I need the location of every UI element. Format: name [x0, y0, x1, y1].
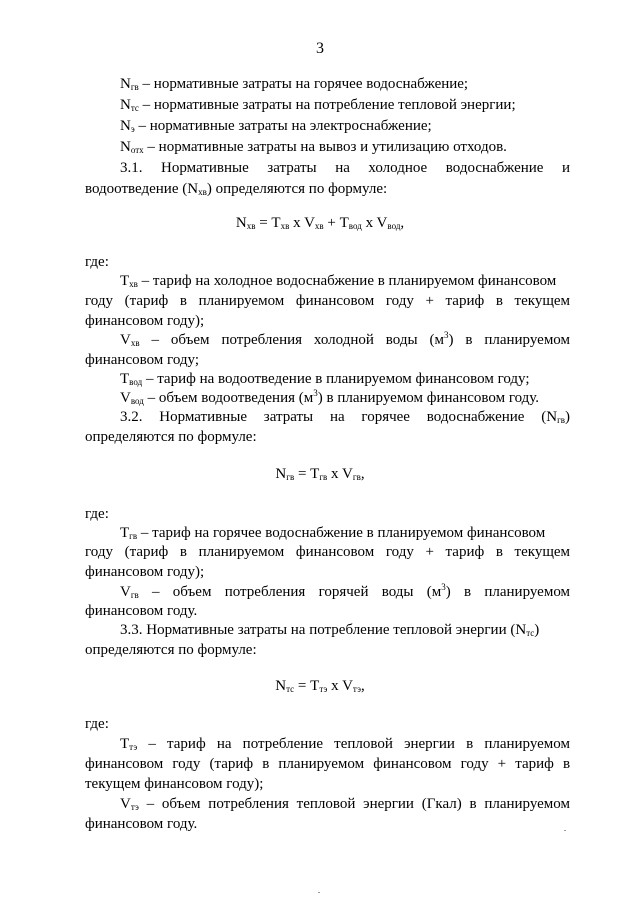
section-3-2-heading [120, 408, 570, 426]
symbol: $V_{хв}$ [120, 332, 140, 348]
formula-symbol: Т [310, 678, 320, 694]
word: году [85, 544, 113, 560]
subscript: вод [387, 221, 401, 231]
word: объем [170, 332, 210, 348]
word: – [152, 584, 160, 600]
formula-symbol: V [304, 215, 315, 231]
def-t-gv-end: финансовом году); [85, 564, 205, 580]
word: (тариф [124, 544, 169, 560]
word: Нормативные [159, 409, 247, 425]
symbol: V [120, 390, 131, 406]
punct: , [360, 466, 365, 482]
word: водоснабжение [445, 160, 544, 176]
def-t-te-cont [85, 755, 570, 773]
word: в [464, 584, 472, 600]
word: потребления [208, 796, 289, 812]
word: Нормативные [161, 160, 249, 176]
symbol: Т [120, 273, 130, 289]
operator: x [327, 466, 343, 482]
cost-item-text: – нормативные затраты на вывоз и утилизацию отходов. [143, 139, 507, 155]
subscript: тс [286, 684, 295, 694]
word: текущем [514, 293, 571, 309]
subscript: гв [352, 472, 361, 482]
word: финансовом [295, 544, 375, 560]
subscript: тэ [352, 684, 361, 694]
cost-item-text: – нормативные затраты на горячее водоснабжение; [138, 76, 469, 92]
cost-item [120, 138, 507, 156]
word: потребление [242, 736, 324, 752]
word: планируемом [484, 584, 571, 600]
text: ) определяются по формуле: [206, 181, 388, 197]
operator: x [289, 215, 305, 231]
word: + [425, 544, 434, 560]
def-t-vod [120, 370, 530, 388]
text: – тариф на холодное водоснабжение в планируемом финансовом [137, 273, 557, 289]
operator: = [294, 466, 311, 482]
word: – [146, 796, 155, 812]
scan-speck [564, 830, 566, 831]
page-number: 3 [316, 40, 324, 57]
word: в [495, 544, 503, 560]
section-3-1-heading-cont [85, 180, 387, 198]
symbol: $V_{гв}$ [120, 584, 139, 600]
word: году [85, 293, 113, 309]
def-v-gv [120, 583, 570, 601]
def-t-hv [120, 272, 556, 290]
def-v-hv-end: финансовом году; [85, 352, 200, 368]
formula-symbol: N [235, 215, 247, 231]
word: 3.2. [120, 409, 143, 425]
subscript: хв [198, 187, 207, 197]
where-label: где: [85, 716, 109, 732]
word: потребления [221, 332, 303, 348]
word: году [172, 756, 201, 772]
formula-symbol: V [342, 678, 353, 694]
section-3-1-heading [120, 159, 570, 177]
word: планируемом [198, 293, 285, 309]
word: – [148, 736, 156, 752]
symbol: Т [120, 371, 130, 387]
word: + [497, 756, 507, 772]
subscript: гв [129, 531, 138, 541]
symbol: N [120, 139, 131, 155]
word: году [460, 756, 489, 772]
word: затраты [263, 409, 314, 425]
def-v-gv-end: финансовом году. [85, 603, 198, 619]
formula-symbol: N [275, 466, 287, 482]
def-v-te-end: финансовом году. [85, 816, 198, 832]
formula-cold-water [0, 214, 640, 232]
word: тепловой [334, 736, 393, 752]
symbol: N [120, 118, 131, 134]
subscript: тс [130, 103, 139, 113]
cost-item [120, 96, 516, 114]
operator: x [327, 678, 343, 694]
text: ) в планируемом финансовом году. [317, 390, 540, 406]
text: – тариф на водоотведение в планируемом финансовом году; [142, 371, 530, 387]
word: на [216, 736, 232, 752]
cost-item [120, 117, 432, 135]
word: тариф [445, 544, 485, 560]
def-v-hv [120, 331, 570, 349]
subscript: хв [314, 221, 324, 231]
def-t-hv-end: финансовом году); [85, 313, 205, 329]
word: планируемом [484, 736, 570, 752]
superscript: 3 [313, 388, 318, 398]
word: планируемом [484, 332, 571, 348]
operator: x [361, 215, 377, 231]
word: текущем [514, 544, 571, 560]
section-3-3-heading-cont: определяются по формуле: [85, 642, 257, 658]
word: на [329, 409, 345, 425]
word: в [179, 293, 187, 309]
operator: = [255, 215, 272, 231]
subscript: гв [286, 472, 295, 482]
where-label: где: [85, 506, 109, 522]
word: планируемом [278, 756, 365, 772]
subscript: отх [130, 145, 144, 155]
section-3-2-heading-cont: определяются по формуле: [85, 429, 257, 445]
word: в [466, 736, 474, 752]
word: (тариф [209, 756, 254, 772]
def-t-te [120, 735, 570, 753]
def-t-te-end: текущем финансовом году); [85, 776, 264, 792]
subscript: хв [246, 221, 256, 231]
def-t-gv-cont [85, 543, 570, 561]
subscript: вод [129, 377, 143, 387]
word: тепловой [296, 796, 356, 812]
def-t-hv-cont [85, 292, 570, 310]
formula-hot-water [0, 465, 640, 483]
cost-item-text: – нормативные затраты на потребление тепловой энергии; [138, 97, 516, 113]
symbol: N [120, 76, 131, 92]
word: тариф [167, 736, 206, 752]
punct: , [360, 678, 365, 694]
cost-item [120, 75, 468, 93]
word: (Гкал) [421, 796, 462, 812]
operator: = [294, 678, 311, 694]
where-label: где: [85, 254, 109, 270]
text: – тариф на горячее водоснабжение в планируемом финансовом [137, 525, 546, 541]
word: планируемом [484, 796, 570, 812]
formula-symbol: V [376, 215, 388, 231]
word: в [562, 756, 571, 772]
word: холодной [313, 332, 374, 348]
text: водоотведение (N [85, 181, 199, 197]
formula-symbol: Т [310, 466, 320, 482]
symbol: $Т_{тэ}$ [120, 736, 138, 752]
subscript: хв [280, 221, 290, 231]
word: в [179, 544, 187, 560]
subscript: хв [129, 279, 138, 289]
subscript: вод [130, 396, 144, 406]
word: тариф [515, 756, 554, 772]
word: объем [172, 584, 212, 600]
word: году [385, 293, 414, 309]
word: – [151, 332, 159, 348]
word: горячей [318, 584, 369, 600]
symbol: N [120, 97, 131, 113]
word: финансовом [373, 756, 452, 772]
section-3-3-heading [120, 621, 539, 639]
def-t-gv [120, 524, 545, 542]
word: в [495, 293, 503, 309]
word: 3.1. [120, 160, 143, 176]
word: холодное [368, 160, 428, 176]
text: ) [534, 622, 540, 638]
operator: + [323, 215, 340, 231]
symbol: $(N_{гв})$ [541, 409, 571, 425]
punct: , [400, 215, 405, 231]
word: воды [381, 584, 414, 600]
word: энергии [404, 736, 455, 752]
word: финансовом [85, 756, 164, 772]
word: планируемом [198, 544, 285, 560]
subscript: гв [319, 472, 328, 482]
word: энергии [363, 796, 414, 812]
subscript: тс [526, 628, 535, 638]
word: + [425, 293, 434, 309]
text: 3.3. Нормативные затраты на потребление тепловой энергии (N [120, 622, 527, 638]
formula-symbol: N [275, 678, 287, 694]
formula-symbol: Т [271, 215, 281, 231]
word: финансовом [295, 293, 375, 309]
subscript: тэ [319, 684, 328, 694]
word: в [262, 756, 270, 772]
text: – объем водоотведения (м [143, 390, 314, 406]
scan-speck [318, 892, 320, 893]
symbol: Т [120, 525, 130, 541]
word: горячее [361, 409, 410, 425]
word: тариф [445, 293, 485, 309]
def-v-te [120, 795, 570, 813]
subscript: гв [130, 82, 139, 92]
word: в [469, 796, 477, 812]
word: объем [161, 796, 201, 812]
formula-heat [0, 677, 640, 695]
word: на [335, 160, 350, 176]
cost-item-text: – нормативные затраты на электроснабжение; [134, 118, 432, 134]
word: и [562, 160, 571, 176]
def-v-vod [120, 389, 539, 407]
formula-symbol: V [342, 466, 353, 482]
subscript: э [130, 124, 135, 134]
word: потребления [224, 584, 306, 600]
symbol: $V_{тэ}$ [120, 796, 139, 812]
unit: $(м^3)$ [429, 330, 454, 348]
subscript: вод [348, 221, 362, 231]
word: в [465, 332, 473, 348]
formula-symbol: Т [339, 215, 349, 231]
word: году [385, 544, 414, 560]
word: затраты [267, 160, 317, 176]
word: воды [385, 332, 418, 348]
unit: $(м^3)$ [426, 582, 451, 600]
word: (тариф [124, 293, 169, 309]
word: водоснабжение [426, 409, 525, 425]
